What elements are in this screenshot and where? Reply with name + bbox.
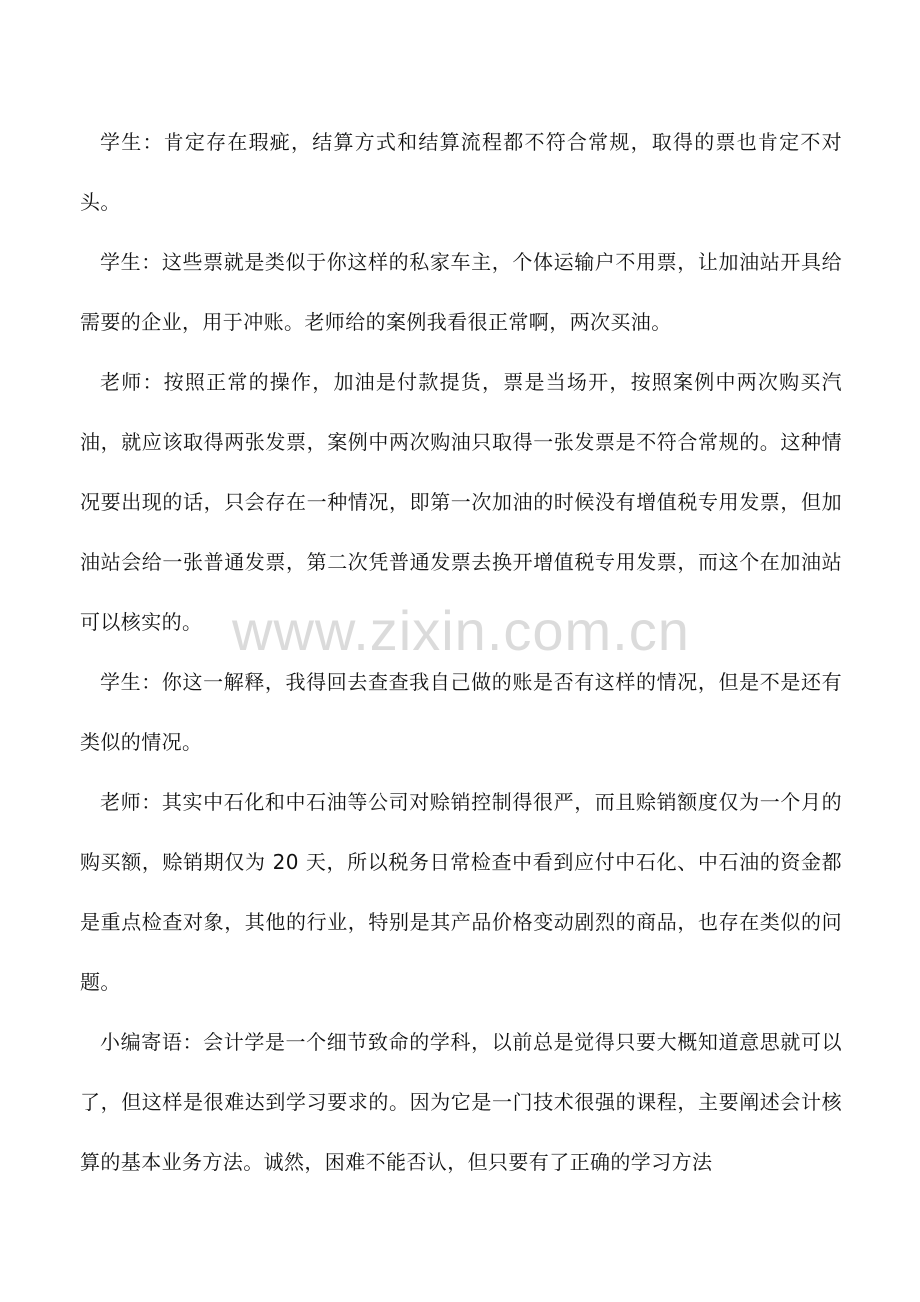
paragraph-student-1: 学生：肯定存在瑕疵，结算方式和结算流程都不符合常规，取得的票也肯定不对头。: [80, 130, 842, 214]
watermark: www.zixin.com.cn: [232, 599, 690, 662]
paragraph-editor-note: 小编寄语：会计学是一个细节致命的学科，以前总是觉得只要大概知道意思就可以了，但这样是很难达到学习要求的。因为它是一门技术很强的课程，主要阐述会计核算的基本业务方法。诚然，困难不能否认，但只要有了正确的学习方法: [80, 1030, 842, 1174]
paragraph-teacher-2: 老师：其实中石化和中石油等公司对赊销控制得很严，而且赊销额度仅为一个月的购买额，赊销期仅为 20 天，所以税务日常检查中看到应付中石化、中石油的资金都是重点检查对象，其他的行业，特别是其产品价格变动剧烈的商品，也存在类似的问题。: [80, 790, 842, 994]
document-body: [80, 112, 842, 1192]
paragraph-student-2: 学生：这些票就是类似于你这样的私家车主，个体运输户不用票，让加油站开具给需要的企业，用于冲账。老师给的案例我看很正常啊，两次买油。: [80, 250, 842, 334]
paragraph-student-3: 学生：你这一解释，我得回去查查我自己做的账是否有这样的情况，但是不是还有类似的情况。: [80, 670, 842, 754]
paragraph-teacher-1: 老师：按照正常的操作，加油是付款提货，票是当场开，按照案例中两次购买汽油，就应该取得两张发票，案例中两次购油只取得一张发票是不符合常规的。这种情况要出现的话，只会存在一种情况，即第一次加油的时候没有增值税专用发票，但加油站会给一张普通发票，第二次凭普通发票去换开增值税专用发票，而这个在加油站可以核实的。: [80, 370, 842, 634]
